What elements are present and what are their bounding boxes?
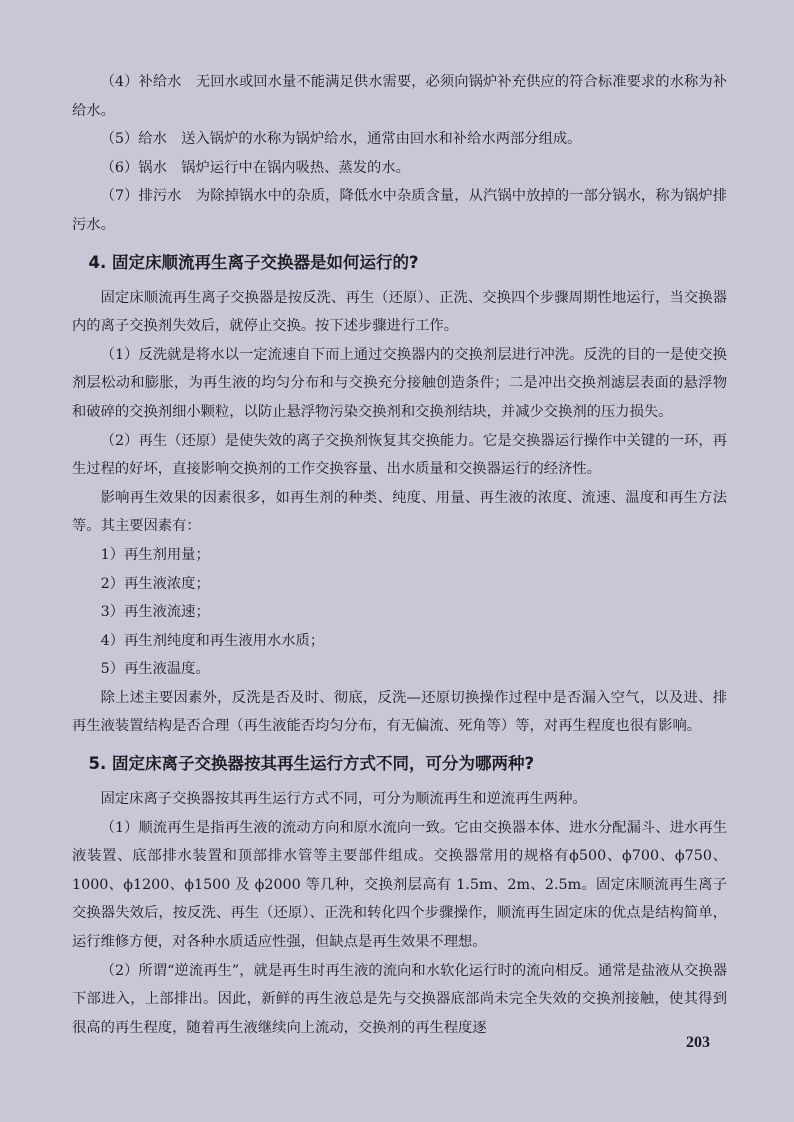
list-item: 1）再生剂用量； [100,546,210,563]
paragraph: 固定床顺流再生离子交换器是按反洗、再生（还原）、正洗、交换四个步骤周期性地运行，当交换器内的离子交换剂失效后，就停止交换。按下述步骤进行工作。 [72,289,727,335]
list-item: 5）再生液温度。 [100,661,210,678]
paragraph: 固定床离子交换器按其再生运行方式不同，可分为顺流再生和逆流再生两种。 [100,791,587,808]
page-number: 203 [686,1034,710,1051]
paragraph: （7）排污水 为除掉锅水中的杂质，降低水中杂质含量，从汽锅中放掉的一部分锅水，称为锅炉排污水。 [72,188,727,233]
list-item: 3）再生液流速； [100,604,210,621]
paragraph: （2）再生（还原）是使失效的离子交换剂恢复其交换能力。它是交换器运行操作中关键的一环，再生过程的好坏，直接影响交换剂的工作交换容量、出水质量和交换器运行的经济性。 [72,432,727,478]
paragraph: （4）补给水 无回水或回水量不能满足供水需要，必须向锅炉补充供应的符合标准要求的水称为补给水。 [72,74,727,119]
section-heading: 4. 固定床顺流再生离子交换器是如何运行的? [88,252,419,272]
section-heading: 5. 固定床离子交换器按其再生运行方式不同，可分为哪两种? [88,754,535,774]
paragraph: （6）锅水 锅炉运行中在锅内吸热、蒸发的水。 [100,159,410,176]
paragraph: （2）所谓“逆流再生”，就是再生时再生液的流向和水软化运行时的流向相反。通常是盐液从交换器下部进入，上部排出。因此，新鲜的再生液总是先与交换器底部尚未完全失效的交换剂接触，使其得到很高的再生程度，随着再生液继续向上流动，交换剂的再生程度逐 [72,962,727,1036]
paragraph: 影响再生效果的因素很多，如再生剂的种类、纯度、用量、再生液的浓度、流速、温度和再生方法等。其主要因素有： [72,489,727,535]
paragraph: （5）给水 送入锅炉的水称为锅炉给水，通常由回水和补给水两部分组成。 [100,131,582,148]
page-body [72,68,727,1042]
paragraph: 除上述主要因素外，反洗是否及时、彻底，反洗—还原切换操作过程中是否漏入空气，以及进、排再生液装置结构是否合理（再生液能否均匀分布，有无偏流、死角等）等，对再生程度也很有影响。 [72,689,727,735]
list-item: 4）再生剂纯度和再生液用水水质； [100,632,325,649]
list-item: 2）再生液浓度； [100,575,210,592]
paragraph: （1）反洗就是将水以一定流速自下而上通过交换器内的交换剂层进行冲洗。反洗的目的一是使交换剂层松动和膨胀，为再生液的均匀分布和与交换充分接触创造条件；二是冲出交换剂滤层表面的悬浮物和破碎的交换剂细小颗粒，以防止悬浮物污染交换剂和交换剂结块，并减少交换剂的压力损失。 [72,346,727,420]
paragraph: （1）顺流再生是指再生液的流动方向和原水流向一致。它由交换器本体、进水分配漏斗、进水再生液装置、底部排水装置和顶部排水管等主要部件组成。交换器常用的规格有ϕ500、ϕ700、ϕ750、1000、ϕ1200、ϕ1500 及 ϕ2000 等几种，交换剂层高有 1.5m、2m、2.5m。固定床顺流再生离子交换器失效后，按反洗、再生（还原）、正洗和转化四个步骤操作，顺流再生固定床的优点是结构简单，运行维修方便，对各种水质适应性强，但缺点是再生效果不理想。 [72,819,727,951]
